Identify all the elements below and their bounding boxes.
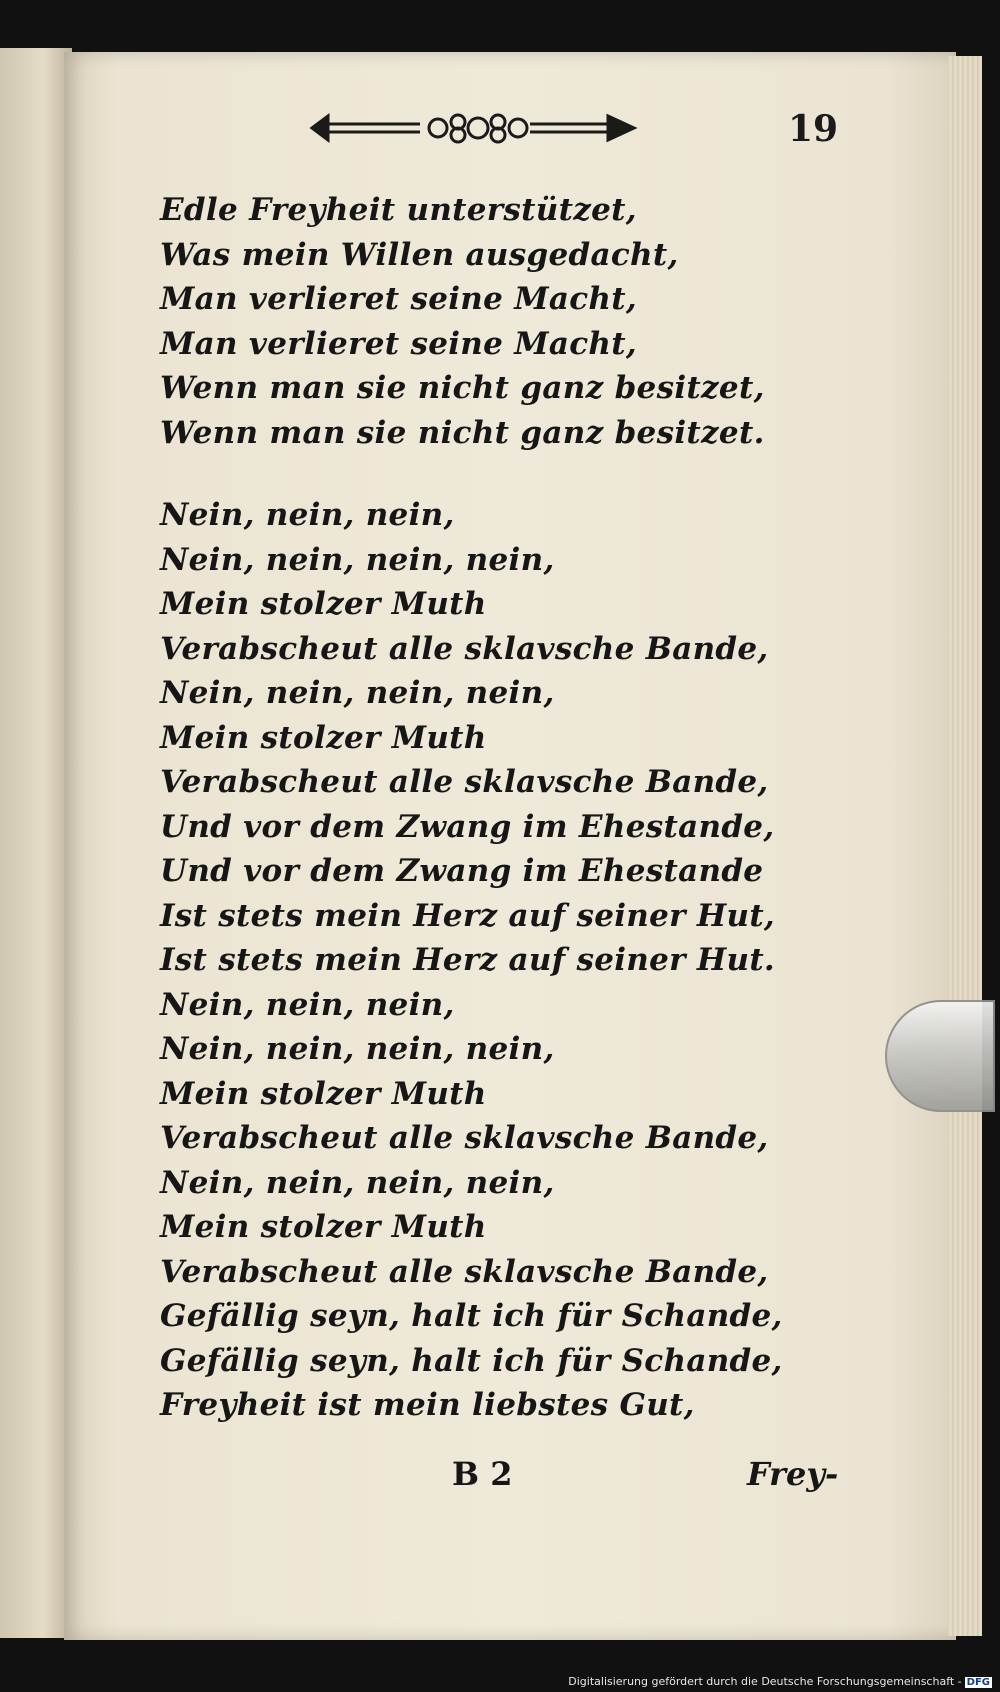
poem-line: Verabscheut alle sklavsche Bande, xyxy=(160,1253,769,1290)
poem-line: Und vor dem Zwang im Ehestande, xyxy=(160,808,775,845)
poem-line: Mein stolzer Muth xyxy=(160,586,487,622)
poem-line: Verabscheut alle sklavsche Bande, xyxy=(160,1120,769,1156)
poem-line: Verabscheut alle sklavsche Bande, xyxy=(160,764,769,800)
poem-line: Nein, nein, nein, nein, xyxy=(160,1031,555,1067)
poem-line: Und vor dem Zwang im Ehestande xyxy=(160,853,764,889)
poem-line: Mein stolzer Muth xyxy=(160,1209,487,1245)
headpiece-ornament-icon xyxy=(308,108,638,148)
right-page-edges xyxy=(948,56,982,1636)
poem-line: Verabscheut alle sklavsche Bande, xyxy=(160,630,769,667)
poem-line: Mein stolzer Muth xyxy=(160,719,487,756)
poem-line: Nein, nein, nein, nein, xyxy=(160,541,555,578)
poem-line: Edle Freyheit unterstützet, xyxy=(160,192,637,228)
poem-text xyxy=(160,188,920,1428)
signature-mark: B 2 xyxy=(452,1455,513,1493)
poem-line: Gefällig seyn, halt ich für Schande, xyxy=(160,1298,783,1334)
dfg-logo: DFG xyxy=(966,1677,990,1688)
poem-line: Freyheit ist mein liebstes Gut, xyxy=(160,1387,695,1423)
poem-line: Ist stets mein Herz auf seiner Hut, xyxy=(160,897,776,934)
left-page-edge xyxy=(0,48,72,1638)
poem-line: Ist stets mein Herz auf seiner Hut. xyxy=(160,942,776,978)
poem-line: Was mein Willen ausgedacht, xyxy=(160,236,679,273)
poem-line: Mein stolzer Muth xyxy=(160,1075,487,1112)
poem-line: Wenn man sie nicht ganz besitzet. xyxy=(160,414,765,451)
page-clip-icon xyxy=(885,1000,995,1112)
poem-line: Nein, nein, nein, nein, xyxy=(160,1164,555,1201)
poem-line: Gefällig seyn, halt ich für Schande, xyxy=(160,1342,783,1379)
stanza-break xyxy=(160,455,920,493)
credit-text: Digitalisierung gefördert durch die Deutsche Forschungsgemeinschaft - xyxy=(568,1675,962,1688)
poem-line: Nein, nein, nein, xyxy=(160,497,455,533)
digitization-credit xyxy=(568,1675,992,1688)
poem-line: Nein, nein, nein, nein, xyxy=(160,675,555,711)
poem-line: Nein, nein, nein, xyxy=(160,986,455,1023)
poem-line: Man verlieret seine Macht, xyxy=(160,325,637,362)
catchword: Frey- xyxy=(747,1455,839,1493)
poem-line: Man verlieret seine Macht, xyxy=(160,281,637,317)
page-number: 19 xyxy=(788,108,839,150)
poem-line: Wenn man sie nicht ganz besitzet, xyxy=(160,370,765,406)
